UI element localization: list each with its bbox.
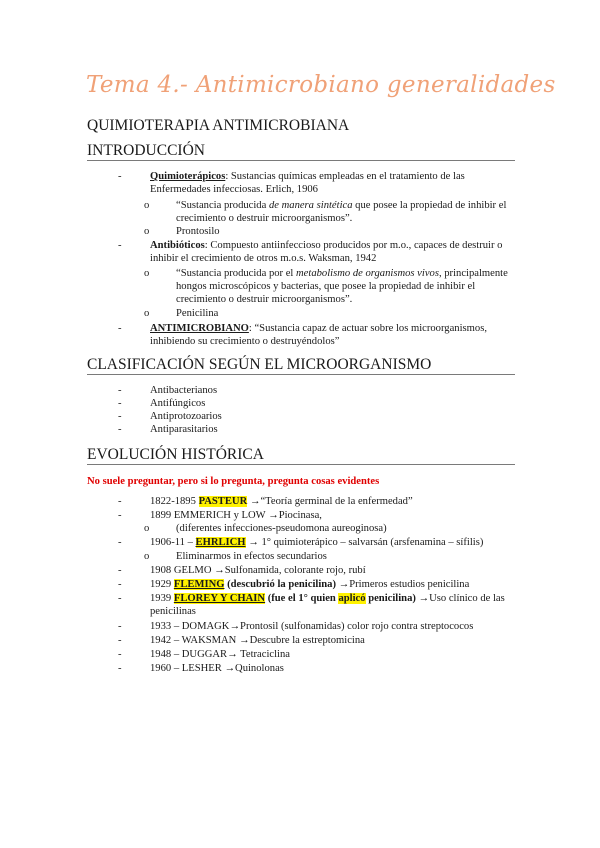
sub-item-example: Penicilina: [176, 308, 219, 319]
sub-item-quote: “Sustancia producida por el metabolismo de organismos vivos, principalmente: [176, 268, 508, 279]
list-item: Antifúngicos: [150, 398, 206, 409]
timeline-item-ehrlich: 1906-11 – EHRLICH → 1° quimioterápico – salvarsán (arsfenamina – sífilis): [150, 537, 484, 548]
bullet-dash: -: [118, 385, 122, 396]
sub-item-text: crecimiento o destruir microorganismos”.: [176, 294, 353, 305]
timeline-item-domagk: 1933 – DOMAGK→Prontosil (sulfonamidas) color rojo contra streptococos: [150, 621, 474, 632]
term-quimioterapicos: Quimioterápicos: [150, 171, 226, 182]
bullet-dash: -: [118, 635, 122, 646]
sub-item-example: Prontosilo: [176, 226, 220, 237]
list-item-antimicrobiano: ANTIMICROBIANO: “Sustancia capaz de actuar sobre los microorganismos,: [150, 323, 487, 334]
sub-item-text: Eliminarmos in efectos secundarios: [176, 551, 327, 562]
list-item-text: inhibir el crecimiento de otros m.o.s. Waksman, 1942: [150, 253, 377, 264]
term-antimicrobiano: ANTIMICROBIANO: [150, 323, 249, 334]
bullet-dash: -: [118, 565, 122, 576]
timeline-item-lesher: 1960 – LESHER →Quinolonas: [150, 663, 284, 674]
sub-item-quote: “Sustancia producida de manera sintética que posee la propiedad de inhibir el: [176, 200, 507, 211]
list-item-antibioticos: Antibióticos: Compuesto antiinfeccioso producidos por m.o., capaces de destruir o: [150, 240, 503, 251]
bullet-dash: -: [118, 171, 122, 182]
timeline-item-emmerich: 1899 EMMERICH y LOW →Piocinasa,: [150, 510, 322, 521]
timeline-item-pasteur: 1822-1895 PASTEUR →“Teoría germinal de la enfermedad”: [150, 496, 413, 507]
list-item-text: Enfermedades infecciosas. Erlich, 1906: [150, 184, 318, 195]
sub-item-text: crecimiento o destruir microorganismos”.: [176, 213, 353, 224]
list-item: Antiparasitarios: [150, 424, 218, 435]
sub-item-text: hongos microscópicos y bacterias, que posee la propiedad de inhibir el: [176, 281, 476, 292]
bullet-dash: -: [118, 424, 122, 435]
list-item: Antiprotozoarios: [150, 411, 222, 422]
bullet-circle: o: [144, 226, 150, 237]
term-antibioticos: Antibióticos: [150, 240, 205, 251]
timeline-item-gelmo: 1908 GELMO →Sulfonamida, colorante rojo, rubí: [150, 565, 366, 576]
list-item-text: penicilinas: [150, 606, 196, 617]
bullet-dash: -: [118, 649, 122, 660]
bullet-circle: o: [144, 200, 150, 211]
bullet-dash: -: [118, 537, 122, 548]
bullet-circle: o: [144, 551, 150, 562]
timeline-item-duggar: 1948 – DUGGAR→ Tetraciclina: [150, 649, 290, 660]
bullet-dash: -: [118, 398, 122, 409]
bullet-dash: -: [118, 621, 122, 632]
main-heading: QUIMIOTERAPIA ANTIMICROBIANA: [87, 117, 350, 134]
section-rule: [87, 160, 515, 161]
page-title: Tema 4.- Antimicrobiano generalidades: [86, 72, 556, 98]
exam-note: No suele preguntar, pero si lo pregunta, pregunta cosas evidentes: [87, 476, 380, 487]
sub-item-text: (diferentes infecciones-pseudomona aureoginosa): [176, 523, 387, 534]
bullet-dash: -: [118, 663, 122, 674]
bullet-circle: o: [144, 308, 150, 319]
bullet-circle: o: [144, 523, 150, 534]
list-item-quimioterapicos: Quimioterápicos: Sustancias químicas empleadas en el tratamiento de las: [150, 171, 465, 182]
list-item-text: inhibiendo su crecimiento o destruyéndolos”: [150, 336, 340, 347]
section-heading-introduccion: INTRODUCCIÓN: [87, 142, 205, 159]
bullet-dash: -: [118, 579, 122, 590]
section-heading-clasificacion: CLASIFICACIÓN SEGÚN EL MICROORGANISMO: [87, 356, 432, 373]
bullet-dash: -: [118, 496, 122, 507]
bullet-dash: -: [118, 411, 122, 422]
section-heading-evolucion: EVOLUCIÓN HISTÓRICA: [87, 446, 264, 463]
timeline-item-waksman: 1942 – WAKSMAN →Descubre la estreptomicina: [150, 635, 365, 646]
bullet-dash: -: [118, 240, 122, 251]
section-rule: [87, 374, 515, 375]
bullet-dash: -: [118, 593, 122, 604]
list-item: Antibacterianos: [150, 385, 218, 396]
bullet-dash: -: [118, 510, 122, 521]
bullet-circle: o: [144, 268, 150, 279]
section-rule: [87, 464, 515, 465]
bullet-dash: -: [118, 323, 122, 334]
timeline-item-fleming: 1929 FLEMING (descubrió la penicilina) →Primeros estudios penicilina: [150, 579, 470, 590]
timeline-item-florey-chain: 1939 FLOREY Y CHAIN (fue el 1° quien aplicó penicilina) →Uso clínico de las: [150, 593, 505, 604]
